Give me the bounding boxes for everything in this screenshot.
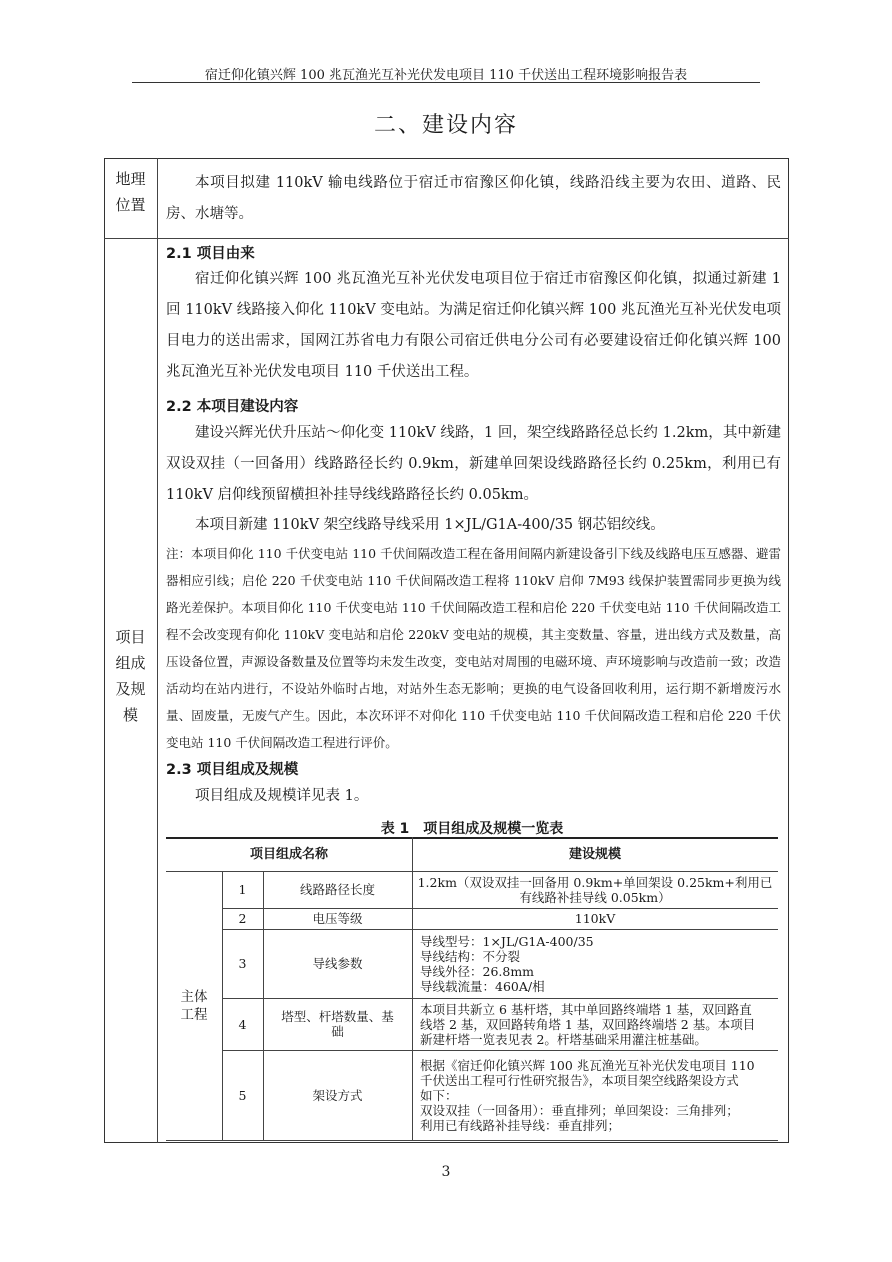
label-column-divider <box>157 158 158 1143</box>
table-row-detail <box>412 871 778 908</box>
table-row-name: 线路路径长度 <box>299 882 375 897</box>
table-bottom-rule <box>166 1140 778 1141</box>
detail-line: 导线载流量：460A/相 <box>420 978 545 994</box>
detail-line: 线塔 2 基，双回路转角塔 1 基，双回路终端塔 2 基。本项目 <box>420 1016 756 1032</box>
table-1-caption: 表 1 项目组成及规模一览表 <box>380 821 564 837</box>
section-2-2-text-2: 本项目新建 110kV 架空线路导线采用 1×JL/G1A-400/35 钢芯铝绞线。 <box>195 517 665 533</box>
page-number: 3 <box>441 1164 451 1180</box>
table-row-detail <box>412 998 778 1050</box>
composition-label: 项目 组成 及规 模 <box>115 628 146 724</box>
table-row-name: 塔型、杆塔数量、基 础 <box>281 1009 394 1039</box>
section-2-2-text-1: 建设兴辉光伏升压站～仰化变 110kV 线路，1 回，架空线路路径总长约 1.2km，其中新建双设双挂（一回备用）线路路径长约 0.9km，新建单回架设线路路径长约 0.25km，利用已有 110kV 启仰线预留横担补挂导线线路路径长约 0.05km。 <box>166 425 781 503</box>
section-2-3-text: 项目组成及规模详见表 1。 <box>195 788 369 804</box>
table-header-scale: 建设规模 <box>568 847 621 862</box>
section-2-2-heading: 2.2 本项目建设内容 <box>166 399 299 415</box>
table-row-no: 3 <box>238 956 247 971</box>
section-2-1-heading: 2.1 项目由来 <box>166 246 255 262</box>
location-label: 地理 位置 <box>115 170 146 214</box>
table-row-detail <box>412 1050 778 1140</box>
detail-line: 1.2km（双设双挂一回备用 0.9km+单回架设 0.25km+利用已 <box>417 874 773 890</box>
detail-line: 千伏送出工程可行性研究报告》，本项目架空线路架设方式 <box>420 1072 739 1088</box>
row-divider <box>104 238 789 239</box>
detail-line: 根据《宿迁仰化镇兴辉 100 兆瓦渔光互补光伏发电项目 110 <box>420 1057 755 1073</box>
table-row-name: 架设方式 <box>312 1087 363 1103</box>
detail-line: 双设双挂（一回备用）：垂直排列；单回架设：三角排列； <box>420 1102 739 1118</box>
detail-line: 新建杆塔一览表见表 2。杆塔基础采用灌注桩基础。 <box>420 1031 707 1047</box>
table-row-name: 电压等级 <box>312 911 363 926</box>
table-row-detail <box>412 929 778 998</box>
table-row-no: 2 <box>238 911 247 926</box>
note-text: 注：本项目仰化 110 千伏变电站 110 千伏间隔改造工程在备用间隔内新建设备引下线及线路电压互感器、避雷器相应引线；启伦 220 千伏变电站 110 千伏间隔改造工程将 110kV 启仰 7M93 线保护装置需同步更换为线路光差保护。本项目仰化 110 千伏变电站 110 千伏间隔改造工程和启伦 220 千伏变电站 110 千伏间隔改造工程不会改变现有仰化 110kV 变电站和启伦 220kV 变电站的规模，其主变数量、容量，进出线方式及数量，高压设备位置，声源设备数量及位置等均未发生改变，变电站对周围的电磁环境、声环境影响与改造前一致；改造活动均在站内进行，不设站外临时占地，对站外生态无影响；更换的电气设备回收利用，运行期不新增废污水量、固废量，无废气产生。因此，本次环评不对仰化 110 千伏变电站 110 千伏间隔改造工程和启伦 220 千伏变电站 110 千伏间隔改造工程进行评价。 <box>166 546 781 750</box>
detail-line: 本项目共新立 6 基杆塔，其中单回路终端塔 1 基，双回路直 <box>420 1001 752 1017</box>
detail-line: 有线路补挂导线 0.05km） <box>519 889 671 905</box>
group-label-main-works: 主体 工程 <box>180 988 208 1023</box>
table-row-no: 1 <box>238 882 247 897</box>
header-rule <box>132 82 760 83</box>
detail-line: 导线型号：1×JL/G1A-400/35 <box>420 933 594 949</box>
section-2-3-heading: 2.3 项目组成及规模 <box>166 762 299 778</box>
table-row-no: 4 <box>238 1016 247 1032</box>
table-row-name: 导线参数 <box>312 956 363 971</box>
location-text: 本项目拟建 110kV 输电线路位于宿迁市宿豫区仰化镇，线路沿线主要为农田、道路、民房、水塘等。 <box>166 175 781 222</box>
table-row-no: 5 <box>238 1087 247 1103</box>
table-row-detail: 110kV <box>574 911 616 926</box>
detail-line: 利用已有线路补挂导线：垂直排列； <box>420 1117 621 1133</box>
section-title: 二、建设内容 <box>373 113 518 138</box>
detail-line: 导线结构：不分裂 <box>420 948 521 964</box>
running-header: 宿迁仰化镇兴辉 100 兆瓦渔光互补光伏发电项目 110 千伏送出工程环境影响报告表 <box>204 68 688 83</box>
detail-line: 如下： <box>420 1087 458 1103</box>
detail-line: 导线外径：26.8mm <box>420 963 535 979</box>
table-header-name: 项目组成名称 <box>249 847 328 862</box>
section-2-1-text: 宿迁仰化镇兴辉 100 兆瓦渔光互补光伏发电项目位于宿迁市宿豫区仰化镇，拟通过新建 1 回 110kV 线路接入仰化 110kV 变电站。为满足宿迁仰化镇兴辉 100 兆瓦渔光互补光伏发电项目电力的送出需求，国网江苏省电力有限公司宿迁供电分公司有必要建设宿迁仰化镇兴辉 100 兆瓦渔光互补光伏发电项目 110 千伏送出工程。 <box>166 271 781 380</box>
